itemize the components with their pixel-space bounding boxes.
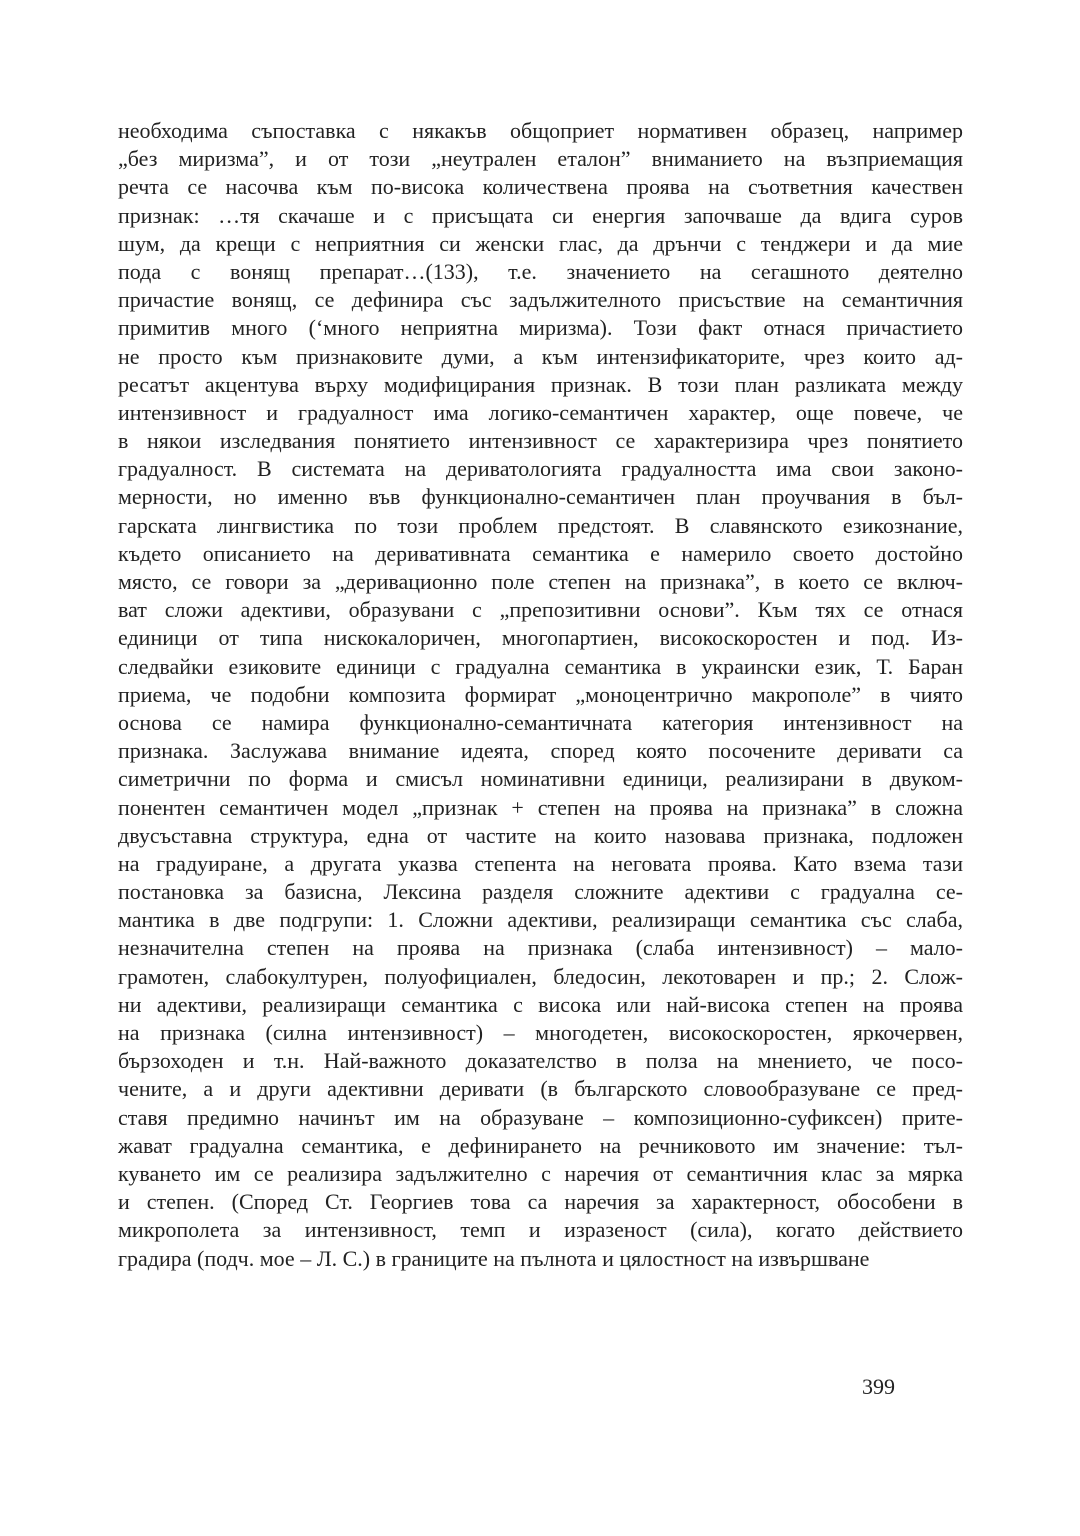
- text-line: „без миризма”, и от този „неутрален еталон” вниманието на възприемащия: [118, 146, 963, 172]
- text-line: следвайки езиковите единици с градуална семантика в украински език, Т. Баран: [118, 653, 963, 679]
- text-line: основа се намира функционално-семантичната категория интензивност на: [118, 709, 963, 735]
- text-line: постановка за базисна, Лексина разделя сложните адективи с градуална се-: [118, 879, 963, 905]
- text-line: чените, а и други адективни деривати (в българското словообразуване се пред-: [118, 1076, 963, 1102]
- text-line: ставя предимно начинът им на образуване – композиционно-суфиксен) прите-: [118, 1104, 963, 1130]
- text-line: единици от типа нискокалоричен, многопартиен, високоскоростен и под. Из-: [118, 625, 963, 651]
- text-line: и степен. (Според Ст. Георгиев това са наречия за характерност, обособени в: [118, 1189, 963, 1215]
- text-line: жават градуална семантика, е дефинирането на речниковото им значение: тъл-: [118, 1132, 963, 1158]
- text-line: не просто към признаковите думи, а към интензификаторите, чрез които ад-: [118, 343, 963, 369]
- text-line: симетрични по форма и смисъл номинативни единици, реализирани в двуком-: [118, 766, 963, 792]
- text-line: двусъставна структура, една от частите на които назовава признака, подложен: [118, 822, 963, 848]
- text-line: признака. Заслужава внимание идеята, според която посочените деривати са: [118, 738, 963, 764]
- body-text: [118, 117, 963, 1273]
- text-line: ни адективи, реализиращи семантика с висока или най-висока степен на проява: [118, 991, 963, 1017]
- text-line: градира (подч. мое – Л. С.) в границите на пълнота и цялостност на извършване: [118, 1245, 870, 1271]
- text-line: причастие вонящ, се дефинира със задължителното присъствие на семантичния: [118, 287, 963, 313]
- text-line: на признака (силна интензивност) – многодетен, високоскоростен, яркочервен,: [118, 1020, 963, 1045]
- text-line: приема, че подобни композита формират „моноцентрично макрополе” в чиято: [118, 681, 963, 707]
- text-line: на градуиране, а другата указва степента на неговата проява. Като взема тази: [118, 850, 963, 876]
- text-line: куването им се реализира задължително с наречия от семантичния клас за мярка: [118, 1160, 963, 1186]
- text-line: мантика в две подгрупи: 1. Сложни адективи, реализиращи семантика със слаба,: [118, 907, 963, 933]
- text-line: необходима съпоставка с някакъв общоприет нормативен образец, например: [118, 118, 963, 143]
- text-line: място, се говори за „деривационно поле степен на признака”, в което се включ-: [118, 569, 963, 594]
- text-line: грамотен, слабокултурен, полуофициален, бледосин, лекотоварен и пр.; 2. Слож-: [118, 963, 963, 989]
- text-line: незначителна степен на проява на признака (слаба интензивност) – мало-: [118, 935, 963, 961]
- text-line: ват сложи адективи, образувани с „препозитивни основи”. Към тях се отнася: [118, 597, 963, 623]
- text-line: ресатът акцентува върху модифицирания признак. В този план разликата между: [118, 371, 963, 397]
- text-line: интензивност и градуалност има логико-семантичен характер, още повече, че: [118, 399, 963, 425]
- text-line: понентен семантичен модел „признак + степен на проява на признака” в сложна: [118, 794, 963, 820]
- text-line: пода с вонящ препарат…(133), т.е. значението на сегашното деятелно: [118, 258, 963, 284]
- text-line: гарската лингвистика по този проблем предстоят. В славянското езикознание,: [118, 512, 963, 538]
- text-line: признак: …тя скачаше и с присъщата си енергия започваше да вдига суров: [118, 202, 963, 228]
- text-line: където описанието на деривативната семантика е намерило своето достойно: [118, 540, 963, 566]
- text-line: микрополета за интензивност, темп и изразеност (сила), когато действието: [118, 1217, 963, 1243]
- text-line: примитив много (‘много неприятна миризма). Този факт отнася причастието: [118, 315, 963, 341]
- text-line: в някои изследвания понятието интензивност се характеризира чрез понятието: [118, 428, 963, 454]
- text-line: градуалност. В системата на дериватологията градуалността има свои законо-: [118, 456, 963, 482]
- text-line: мерности, но именно във функционално-семантичен план проучвания в бъл-: [118, 484, 963, 510]
- text-line: бързоходен и т.н. Най-важното доказателство в полза на мнението, че посо-: [118, 1048, 963, 1074]
- text-line: шум, да крещи с неприятния си женски глас, да дрънчи с тенджери и да мие: [118, 230, 963, 256]
- page-number: 399: [862, 1374, 895, 1399]
- text-line: речта се насочва към по-висока количествена проява на съответния качествен: [118, 174, 963, 200]
